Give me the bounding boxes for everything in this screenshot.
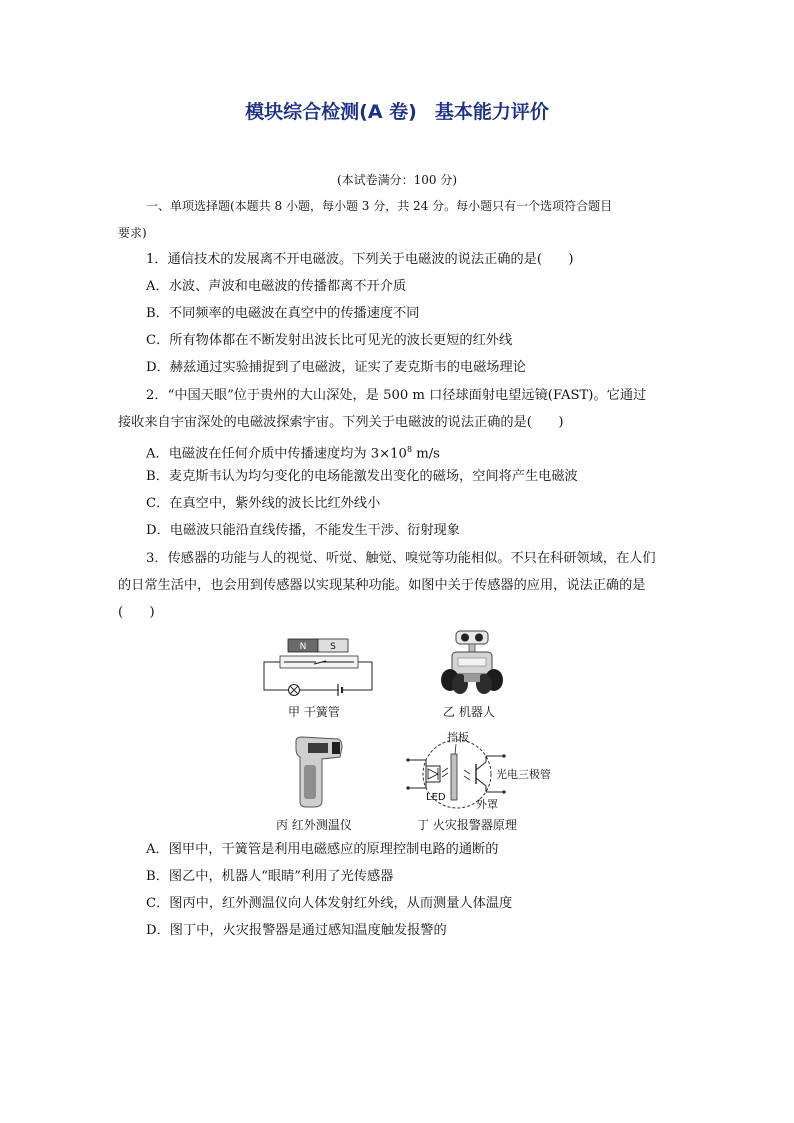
- led-label: LED: [426, 792, 446, 803]
- title-main: 模块综合检测(A 卷): [245, 101, 417, 123]
- q1-option-c: C．所有物体都在不断发射出波长比可见光的波长更短的红外线: [146, 333, 513, 348]
- q1-option-a: A．水波、声波和电磁波的传播都离不开介质: [146, 279, 407, 294]
- q3-stem-line3: ( ): [118, 605, 155, 620]
- figure-jia-caption: 甲 干簧管: [288, 705, 340, 719]
- page-title: [0, 97, 794, 124]
- infrared-thermometer-figure: [292, 735, 344, 809]
- section-heading-line2: 要求): [118, 226, 147, 240]
- q2-option-c: C．在真空中，紫外线的波长比红外线小: [146, 496, 381, 511]
- title-sub: 基本能力评价: [434, 101, 549, 123]
- q1-option-b: B．不同频率的电磁波在真空中的传播速度不同: [146, 306, 420, 321]
- q3-option-a: A．图甲中，干簧管是利用电磁感应的原理控制电路的通断的: [146, 842, 499, 857]
- q2-option-a-unit: m/s: [412, 446, 440, 462]
- q3-stem-line2: 的日常生活中，也会用到传感器以实现某种功能。如图中关于传感器的应用，说法正确的是: [118, 578, 646, 593]
- baffle-label: 挡板: [447, 731, 469, 744]
- q2-option-a: [146, 441, 706, 463]
- q1-option-d: D．赫兹通过实验捕捉到了电磁波，证实了麦克斯韦的电磁场理论: [146, 360, 526, 375]
- q2-option-a-exponent: 8: [406, 445, 413, 454]
- section-heading-line1: 一、单项选择题(本题共 8 小题，每小题 3 分，共 24 分。每小题只有一个选项符合题目: [146, 199, 613, 213]
- full-score-note: (本试卷满分：100 分): [336, 173, 458, 187]
- reed-switch-figure: [260, 634, 378, 696]
- magnet-s-label: S: [330, 642, 336, 652]
- cover-label: 外罩: [476, 798, 498, 810]
- q3-option-d: D．图丁中，火灾报警器是通过感知温度触发报警的: [146, 923, 447, 938]
- q3-option-c: C．图丙中，红外测温仪向人体发射红外线，从而测量人体温度: [146, 896, 513, 911]
- q2-option-b: B．麦克斯韦认为均匀变化的电场能激发出变化的磁场，空间将产生电磁波: [146, 469, 578, 484]
- q2-stem-line2: 接收来自宇宙深处的电磁波探索宇宙。下列关于电磁波的说法正确的是( ): [118, 415, 564, 430]
- q2-option-a-text: A．电磁波在任何介质中传播速度均为 3×10: [146, 446, 407, 462]
- q3-option-b: B．图乙中，机器人“眼睛”利用了光传感器: [146, 869, 394, 884]
- q3-stem-line1: 3．传感器的功能与人的视觉、听觉、触觉、嗅觉等功能相似。不只在科研领域，在人们: [146, 551, 656, 566]
- phototransistor-label: 光电三极管: [496, 768, 551, 781]
- fire-alarm-figure: [404, 728, 574, 810]
- magnet-n-label: N: [299, 642, 307, 652]
- q1-stem: 1．通信技术的发展离不开电磁波。下列关于电磁波的说法正确的是( ): [146, 252, 574, 267]
- figure-bing-caption: 丙 红外测温仪: [276, 818, 352, 832]
- q2-option-d: D．电磁波只能沿直线传播，不能发生干涉、衍射现象: [146, 523, 460, 538]
- figure-yi-caption: 乙 机器人: [443, 705, 495, 719]
- figure-ding-caption: 丁 火灾报警器原理: [417, 818, 517, 832]
- robot-figure: [436, 628, 510, 696]
- q2-stem-line1: 2．“中国天眼”位于贵州的大山深处，是 500 m 口径球面射电望远镜(FAST)。它通过: [146, 388, 647, 403]
